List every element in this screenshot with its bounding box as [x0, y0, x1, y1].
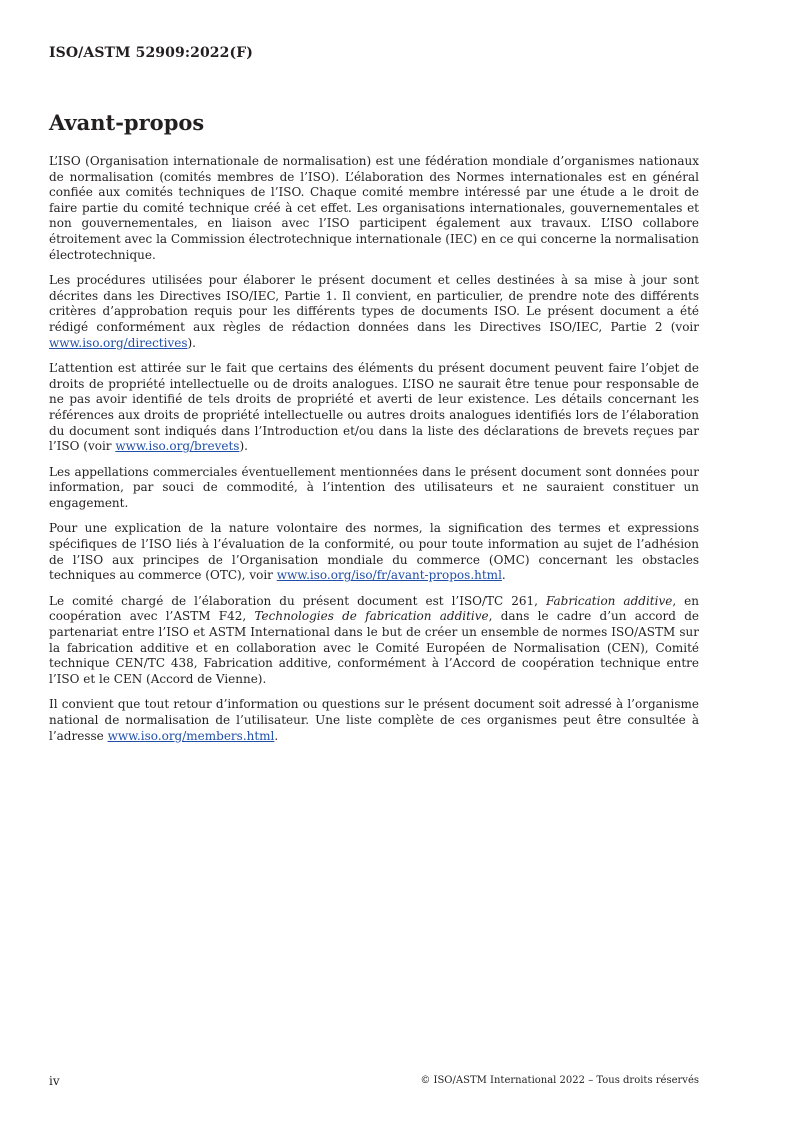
paragraph-text: Les procédures utilisées pour élaborer le présent document et celles destinées à sa mise à jour sont décrites dans les Directives ISO/IEC, Partie 1. Il convient, en particulier, de prendre note des différents critères d’approbation requis pour les différents types de documents ISO. Le présent document a été rédigé conformément aux règles de rédaction données dans les Directives ISO/IEC, Partie 2 (voir — [49, 273, 699, 334]
directives-link[interactable]: www.iso.org/directives — [49, 335, 188, 350]
paragraph-text: , dans le cadre d’un accord de partenariat entre l’ISO et ASTM International dans le but de créer un ensemble de normes ISO/ASTM sur la fabrication additive et en collaboration avec le Comité Européen de Normalisation (CEN), Comité technique CEN/TC 438, Fabrication additive, conformément à l’Accord de coopération technique entre l’ISO et le CEN (Accord de Vienne). — [49, 609, 699, 686]
members-link[interactable]: www.iso.org/members.html — [107, 728, 275, 743]
patents-link[interactable]: www.iso.org/brevets — [115, 439, 240, 454]
foreword-link[interactable]: www.iso.org/iso/fr/avant-propos.html — [276, 568, 502, 583]
paragraph-text: ). — [239, 439, 248, 454]
paragraph-text: Pour une explication de la nature volontaire des normes, la signification des termes et expressions spécifiques de l’ISO liés à l’évaluation de la conformité, ou pour toute information au sujet de l’adhésion de l’ISO aux principes de l’Organisation mondiale du commerce (OMC) concernant les obstacles techniques au commerce (OTC), voir — [49, 521, 699, 583]
paragraph-iso-intro — [49, 154, 699, 263]
paragraph-procedures — [49, 273, 699, 351]
copyright-notice: © ISO/ASTM International 2022 – Tous droits réservés — [420, 1075, 699, 1086]
paragraph-text: Il convient que tout retour d’information ou questions sur le présent document soit adressé à l’organisme national de normalisation de l’utilisateur. Une liste complète de ces organismes peut être consultée à l’adresse — [49, 697, 699, 743]
paragraph-patents — [49, 361, 699, 455]
committee-title: Fabrication additive — [546, 593, 673, 608]
committee-title: Technologies de fabrication additive — [254, 609, 489, 624]
paragraph-committee — [49, 594, 699, 688]
paragraph-voluntary-nature — [49, 521, 699, 583]
paragraph-trade-names — [49, 465, 699, 512]
document-id: ISO/ASTM 52909:2022(F) — [49, 45, 253, 61]
paragraph-text: L’ISO (Organisation internationale de normalisation) est une fédération mondiale d’organismes nationaux de normalisation (comités membres de l’ISO). L’élaboration des Normes internationales est en général confiée aux comités techniques de l’ISO. Chaque comité membre intéressé par une étude a le droit de faire partie du comité technique créé à cet effet. Les organisations internationales, gouvernementales et non gouvernementales, en liaison avec l’ISO participent également aux travaux. L’ISO collabore étroitement avec la Commission électrotechnique internationale (IEC) en ce qui concerne la normalisation électrotechnique. — [49, 154, 699, 262]
paragraph-text: Les appellations commerciales éventuellement mentionnées dans le présent document sont données pour information, par souci de commodité, à l’intention des utilisateurs et ne sauraient constituer un engagement. — [49, 464, 699, 510]
foreword-body — [49, 154, 699, 754]
paragraph-text: ). — [187, 335, 196, 350]
paragraph-text: Le comité chargé de l’élaboration du présent document est l’ISO/TC 261, — [49, 593, 546, 608]
paragraph-text: L’attention est attirée sur le fait que certains des éléments du présent document peuvent faire l’objet de droits de propriété intellectuelle ou de droits analogues. L’ISO ne saurait être tenue pour responsable de ne pas avoir identifié de tels droits de propriété et averti de leur existence. Les détails concernant les références aux droits de propriété intellectuelle ou autres droits analogues identifiés lors de l’élaboration du document sont indiqués dans l’Introduction et/ou dans la liste des déclarations de brevets reçues par l’ISO (voir — [49, 361, 699, 454]
page-number: iv — [49, 1074, 60, 1088]
paragraph-text: , en coopération avec l’ASTM F42, — [49, 593, 699, 624]
paragraph-text: . — [274, 728, 279, 743]
paragraph-feedback — [49, 697, 699, 744]
paragraph-text: . — [501, 568, 506, 583]
page-title: Avant-propos — [49, 110, 205, 135]
